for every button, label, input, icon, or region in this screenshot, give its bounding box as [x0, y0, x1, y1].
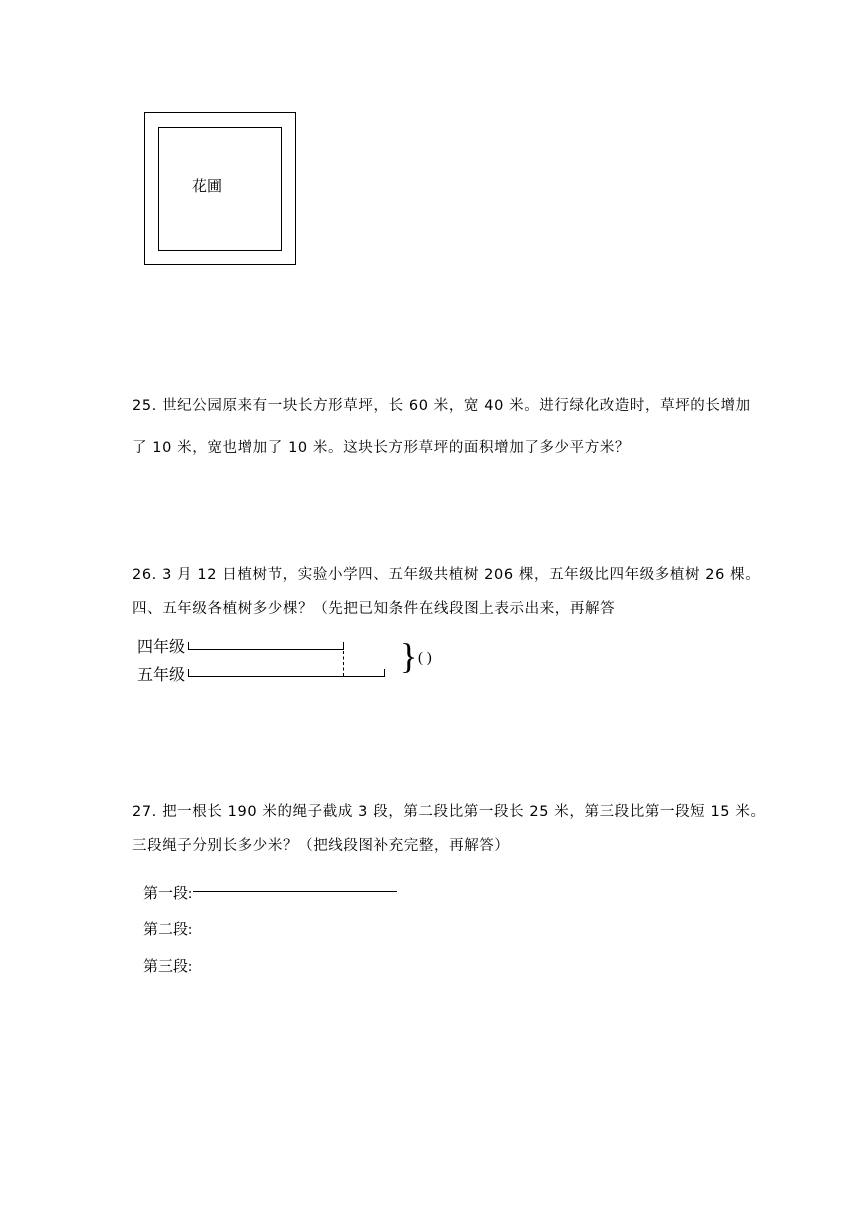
q27-line-1: 27. 把一根长 190 米的绳子截成 3 段，第二段比第一段长 25 米，第三段比第一段短 15 米。 — [132, 804, 766, 820]
q27-label-segment3: 第三段: — [143, 959, 193, 975]
q26-brace: } — [400, 636, 418, 676]
q26-line-1: 26. 3 月 12 日植树节，实验小学四、五年级共植树 206 棵，五年级比四年级多植树 26 棵。 — [132, 567, 761, 583]
q26-label-grade4: 四年级 — [137, 639, 186, 656]
q26-grade5-end-tick — [384, 669, 385, 677]
q26-grade5-segment — [189, 676, 385, 677]
q26-grade4-end-tick — [343, 642, 344, 650]
q26-total-blank: ( ) — [418, 650, 432, 666]
flowerbed-label: 花圃 — [192, 178, 223, 195]
q27-label-segment1: 第一段: — [143, 886, 193, 902]
q26-grade4-segment — [189, 649, 344, 650]
q26-dashed-marker — [343, 651, 344, 676]
q26-label-grade5: 五年级 — [137, 667, 186, 684]
q25-line-2: 了 10 米，宽也增加了 10 米。这块长方形草坪的面积增加了多少平方米？ — [132, 440, 631, 456]
q27-label-segment2: 第二段: — [143, 922, 193, 938]
q26-line-2: 四、五年级各植树多少棵？（先把已知条件在线段图上表示出来，再解答 — [132, 601, 616, 617]
q27-segment1-line — [193, 891, 397, 892]
q25-line-1: 25. 世纪公园原来有一块长方形草坪，长 60 米，宽 40 米。进行绿化改造时，草坪的长增加 — [132, 398, 751, 414]
q27-line-2: 三段绳子分别长多少米？（把线段图补充完整，再解答） — [132, 838, 510, 854]
